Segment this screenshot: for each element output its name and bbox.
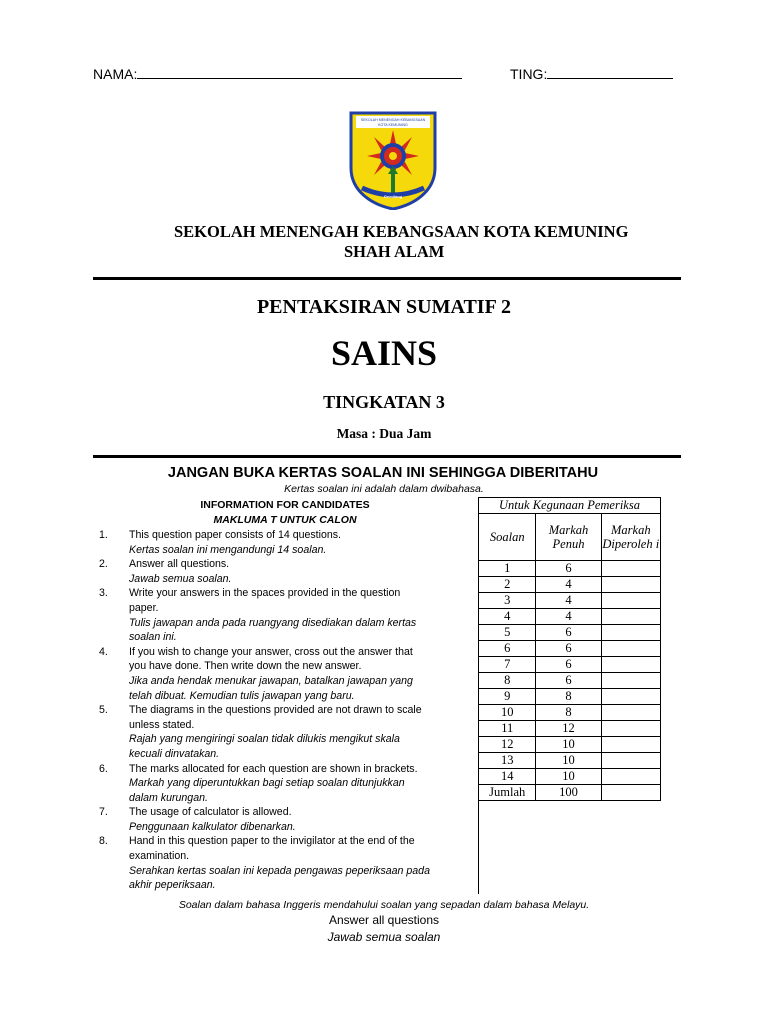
divider-bottom xyxy=(93,455,681,458)
name-field[interactable] xyxy=(93,66,462,82)
instruction-item xyxy=(99,586,469,644)
name-label: NAMA: xyxy=(93,66,138,82)
markah-diperoleh-cell[interactable] xyxy=(601,673,660,689)
svg-text:KOTA KEMUNING: KOTA KEMUNING xyxy=(378,123,408,127)
instruction-number: 3. xyxy=(99,587,108,600)
table-row xyxy=(479,657,661,673)
name-line xyxy=(137,66,462,79)
col-markah-diperoleh: Markah Diperoleh i xyxy=(601,514,660,561)
markah-diperoleh-cell[interactable] xyxy=(601,609,660,625)
markah-diperoleh-cell[interactable] xyxy=(601,769,660,785)
instruction-text-ms: telah dibuat. Kemudian tulis jawapan yang baru. xyxy=(129,689,355,702)
table-row xyxy=(479,753,661,769)
form-title: TINGKATAN 3 xyxy=(323,392,445,412)
markah-penuh-cell: 10 xyxy=(536,769,601,785)
markah-penuh-cell: 6 xyxy=(536,561,601,577)
instruction-text-ms: Serahkan kertas soalan ini kepada pengawas peperiksaan pada xyxy=(129,864,430,877)
markah-diperoleh-cell[interactable] xyxy=(601,705,660,721)
instruction-number: 6. xyxy=(99,762,108,775)
instruction-item xyxy=(99,703,469,761)
soalan-cell: 13 xyxy=(479,753,536,769)
instruction-text-en: The diagrams in the questions provided are not drawn to scale xyxy=(129,704,422,717)
markah-diperoleh-cell[interactable] xyxy=(601,753,660,769)
markah-penuh-cell: 6 xyxy=(536,641,601,657)
markah-penuh-cell: 8 xyxy=(536,689,601,705)
total-value: 100 xyxy=(536,785,601,801)
markah-diperoleh-cell[interactable] xyxy=(601,689,660,705)
form-label: TING: xyxy=(510,66,548,82)
markah-diperoleh-cell[interactable] xyxy=(601,737,660,753)
markah-penuh-cell: 4 xyxy=(536,593,601,609)
logo-motto: Gemilang xyxy=(383,194,403,199)
instruction-text-en: examination. xyxy=(129,850,190,863)
markah-diperoleh-cell[interactable] xyxy=(601,577,660,593)
markah-penuh-cell: 6 xyxy=(536,657,601,673)
instruction-text-en: If you wish to change your answer, cross out the answer that xyxy=(129,645,413,658)
instruction-text-ms: kecuali dinvatakan. xyxy=(129,747,220,760)
divider-top xyxy=(93,277,681,280)
soalan-cell: 12 xyxy=(479,737,536,753)
table-row xyxy=(479,561,661,577)
table-row xyxy=(479,625,661,641)
table-row xyxy=(479,705,661,721)
markah-penuh-cell: 12 xyxy=(536,721,601,737)
soalan-cell: 6 xyxy=(479,641,536,657)
instruction-item xyxy=(99,528,469,557)
instruction-number: 4. xyxy=(99,645,108,658)
instruction-number: 7. xyxy=(99,806,108,819)
answer-all-en: Answer all questions xyxy=(328,913,440,927)
school-name-line1: SEKOLAH MENENGAH KEBANGSAAN KOTA KEMUNING xyxy=(174,222,629,241)
col-soalan: Soalan xyxy=(479,514,536,561)
table-title-row xyxy=(479,498,661,514)
instruction-text-en: This question paper consists of 14 questions. xyxy=(129,529,341,541)
warning-subtitle: Kertas soalan ini adalah dalam dwibahasa. xyxy=(284,483,484,495)
table-total-row xyxy=(479,785,661,801)
instruction-text-ms: Rajah yang mengiringi soalan tidak dilukis mengikut skala xyxy=(129,733,400,746)
form-field[interactable] xyxy=(510,66,673,82)
instruction-text-en: paper. xyxy=(129,601,159,614)
col-markah-penuh: Markah Penuh xyxy=(536,514,601,561)
svg-text:SEKOLAH MENENGAH KEBANGSAAN: SEKOLAH MENENGAH KEBANGSAAN xyxy=(360,118,426,122)
instruction-number: 2. xyxy=(99,558,108,571)
table-row xyxy=(479,689,661,705)
instruction-text-en: The marks allocated for each question are shown in brackets. xyxy=(129,762,418,775)
markah-diperoleh-cell[interactable] xyxy=(601,721,660,737)
instruction-text-en: Hand in this question paper to the invigilator at the end of the xyxy=(129,835,415,848)
markah-penuh-cell: 4 xyxy=(536,609,601,625)
school-name xyxy=(174,222,628,262)
instruction-item xyxy=(99,805,469,834)
table-row xyxy=(479,769,661,785)
instruction-text-en: Answer all questions. xyxy=(129,558,230,571)
exam-time: Masa : Dua Jam xyxy=(336,426,432,441)
markah-diperoleh-cell[interactable] xyxy=(601,561,660,577)
instruction-text-ms: soalan ini. xyxy=(129,631,177,644)
soalan-cell: 2 xyxy=(479,577,536,593)
markah-penuh-cell: 6 xyxy=(536,625,601,641)
language-note: Soalan dalam bahasa Inggeris mendahului soalan yang sepadan dalam bahasa Melayu. xyxy=(178,899,590,911)
markah-diperoleh-cell[interactable] xyxy=(601,593,660,609)
soalan-cell: 14 xyxy=(479,769,536,785)
soalan-cell: 5 xyxy=(479,625,536,641)
table-row xyxy=(479,737,661,753)
markah-diperoleh-cell[interactable] xyxy=(601,657,660,673)
total-obtained-cell[interactable] xyxy=(601,785,660,801)
examiner-table xyxy=(478,497,661,801)
info-title-ms: MAKLUMA T UNTUK CALON xyxy=(213,514,357,526)
instruction-text-en: Write your answers in the spaces provided in the question xyxy=(129,587,401,600)
instruction-text-ms: Markah yang diperuntukkan bagi setiap soalan ditunjukkan xyxy=(129,777,405,790)
table-row xyxy=(479,577,661,593)
soalan-cell: 1 xyxy=(479,561,536,577)
instruction-number: 1. xyxy=(99,529,108,541)
soalan-cell: 3 xyxy=(479,593,536,609)
instruction-text-en: you have done. Then write down the new answer. xyxy=(129,660,362,673)
instruction-text-ms: Jawab semua soalan. xyxy=(129,572,232,585)
table-title: Untuk Kegunaan Pemeriksa xyxy=(479,498,661,514)
instruction-item xyxy=(99,557,469,586)
markah-diperoleh-cell[interactable] xyxy=(601,625,660,641)
soalan-cell: 11 xyxy=(479,721,536,737)
markah-penuh-cell: 4 xyxy=(536,577,601,593)
markah-penuh-cell: 10 xyxy=(536,753,601,769)
markah-penuh-cell: 6 xyxy=(536,673,601,689)
soalan-cell: 10 xyxy=(479,705,536,721)
table-side-line xyxy=(478,801,479,894)
instruction-text-ms: Tulis jawapan anda pada ruangyang disediakan dalam kertas xyxy=(129,616,417,629)
instruction-item xyxy=(99,762,469,806)
instruction-item xyxy=(99,645,469,703)
instruction-text-ms: Jika anda hendak menukar jawapan, batalkan jawapan yang xyxy=(129,674,413,687)
table-row xyxy=(479,721,661,737)
assessment-title: PENTAKSIRAN SUMATIF 2 xyxy=(256,296,512,318)
instruction-text-en: The usage of calculator is allowed. xyxy=(129,806,292,819)
instruction-text-ms: Penggunaan kalkulator dibenarkan. xyxy=(129,820,296,833)
soalan-cell: 8 xyxy=(479,673,536,689)
markah-penuh-cell: 10 xyxy=(536,737,601,753)
instruction-text-en: unless stated. xyxy=(129,718,195,731)
soalan-cell: 9 xyxy=(479,689,536,705)
table-row xyxy=(479,609,661,625)
subject-title: SAINS xyxy=(330,333,438,373)
markah-penuh-cell: 8 xyxy=(536,705,601,721)
table-header-row xyxy=(479,514,661,561)
instruction-text-ms: akhir peperiksaan. xyxy=(129,879,216,892)
table-row xyxy=(479,593,661,609)
instruction-number: 8. xyxy=(99,835,108,848)
table-row xyxy=(479,641,661,657)
school-name-line2: SHAH ALAM xyxy=(344,242,445,261)
instruction-text-ms: Kertas soalan ini mengandungi 14 soalan. xyxy=(129,543,327,556)
answer-all-ms: Jawab semua soalan xyxy=(327,930,441,944)
instruction-number: 5. xyxy=(99,704,108,717)
form-line xyxy=(547,66,673,79)
soalan-cell: 7 xyxy=(479,657,536,673)
table-row xyxy=(479,673,661,689)
instruction-item xyxy=(99,834,469,892)
soalan-cell: 4 xyxy=(479,609,536,625)
instructions-list xyxy=(99,528,469,893)
school-logo xyxy=(348,110,438,210)
markah-diperoleh-cell[interactable] xyxy=(601,641,660,657)
info-title-en: INFORMATION FOR CANDIDATES xyxy=(200,499,370,511)
total-label: Jumlah xyxy=(479,785,536,801)
warning-title: JANGAN BUKA KERTAS SOALAN INI SEHINGGA DIBERITAHU xyxy=(167,465,599,481)
instruction-text-ms: dalam kurungan. xyxy=(129,791,208,804)
